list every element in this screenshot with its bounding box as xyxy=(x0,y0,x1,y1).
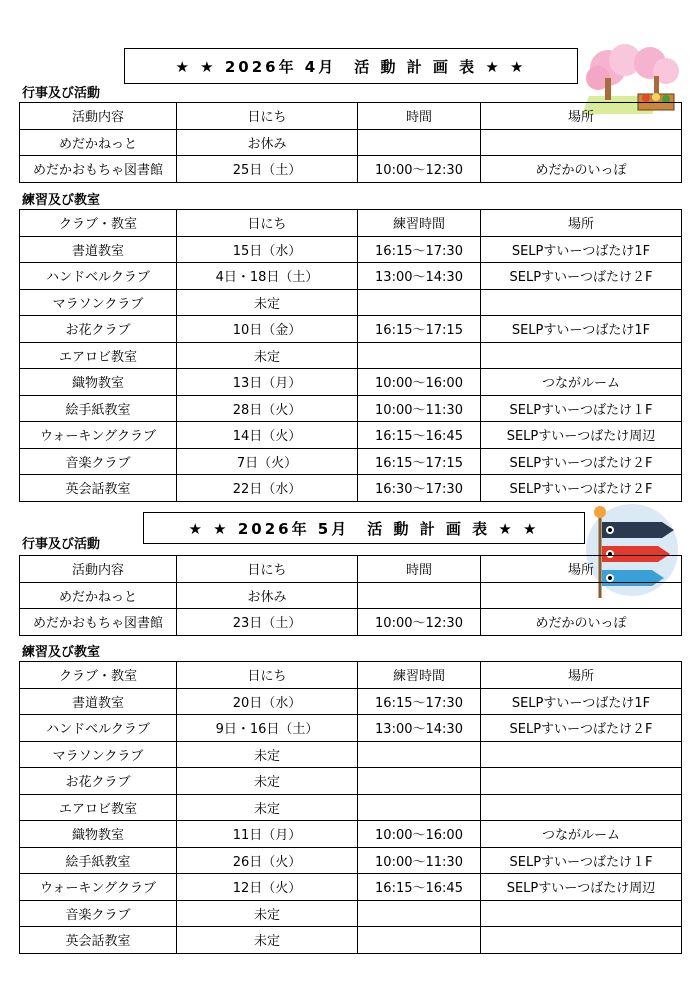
time-cell: 16:15～16:45 xyxy=(358,874,481,901)
time-cell xyxy=(358,582,481,609)
date-cell: 23日（土） xyxy=(177,609,358,636)
place-cell: SELPすいーつばたけ２F xyxy=(481,448,682,475)
may-clubs-label: 練習及び教室 xyxy=(22,645,101,660)
place-cell: SELPすいーつばたけ周辺 xyxy=(481,874,682,901)
name-cell: めだかねっと xyxy=(20,582,177,609)
time-cell: 10:00～16:00 xyxy=(358,821,481,848)
place-cell xyxy=(481,129,682,156)
place-cell: SELPすいーつばたけ２F xyxy=(481,263,682,290)
name-cell: 絵手紙教室 xyxy=(20,395,177,422)
place-cell: 場所 xyxy=(481,556,682,583)
place-cell: つながルーム xyxy=(481,821,682,848)
time-cell: 16:15～17:15 xyxy=(358,316,481,343)
date-cell: 未定 xyxy=(177,342,358,369)
table-row xyxy=(20,475,682,502)
place-cell xyxy=(481,927,682,954)
name-cell: めだかねっと xyxy=(20,129,177,156)
time-cell: 16:15～17:30 xyxy=(358,236,481,263)
date-cell: 15日（水） xyxy=(177,236,358,263)
april-clubs-label: 練習及び教室 xyxy=(22,193,101,208)
date-cell: 日にち xyxy=(177,662,358,689)
date-cell: 25日（土） xyxy=(177,156,358,183)
name-cell: めだかおもちゃ図書館 xyxy=(20,609,177,636)
time-cell: 16:15～16:45 xyxy=(358,422,481,449)
date-cell: 未定 xyxy=(177,289,358,316)
name-cell: めだかおもちゃ図書館 xyxy=(20,156,177,183)
time-cell: 練習時間 xyxy=(358,662,481,689)
table-header-row xyxy=(20,662,682,689)
time-cell xyxy=(358,927,481,954)
date-cell: 日にち xyxy=(177,103,358,130)
name-cell: クラブ・教室 xyxy=(20,210,177,237)
table-row xyxy=(20,448,682,475)
table-row xyxy=(20,129,682,156)
place-cell: SELPすいーつばたけ２F xyxy=(481,715,682,742)
place-cell xyxy=(481,289,682,316)
table-row xyxy=(20,156,682,183)
name-cell: お花クラブ xyxy=(20,316,177,343)
table-row xyxy=(20,741,682,768)
table-header-row xyxy=(20,556,682,583)
place-cell: SELPすいーつばたけ1F xyxy=(481,236,682,263)
name-cell: 活動内容 xyxy=(20,556,177,583)
table-row xyxy=(20,715,682,742)
may-title: ★ ★ 2026年 5月 活 動 計 画 表 ★ ★ xyxy=(143,512,585,544)
name-cell: 絵手紙教室 xyxy=(20,847,177,874)
time-cell: 時間 xyxy=(358,103,481,130)
time-cell: 10:00～11:30 xyxy=(358,847,481,874)
place-cell: SELPすいーつばたけ２F xyxy=(481,475,682,502)
table-row xyxy=(20,688,682,715)
place-cell: めだかのいっぽ xyxy=(481,609,682,636)
place-cell xyxy=(481,741,682,768)
date-cell: お休み xyxy=(177,129,358,156)
name-cell: マラソンクラブ xyxy=(20,741,177,768)
name-cell: ウォーキングクラブ xyxy=(20,874,177,901)
table-row xyxy=(20,821,682,848)
date-cell: 未定 xyxy=(177,927,358,954)
place-cell xyxy=(481,794,682,821)
april-events-label: 行事及び活動 xyxy=(22,86,101,101)
table-row xyxy=(20,768,682,795)
place-cell: 場所 xyxy=(481,210,682,237)
place-cell: SELPすいーつばたけ１F xyxy=(481,847,682,874)
time-cell: 10:00～11:30 xyxy=(358,395,481,422)
place-cell: 場所 xyxy=(481,662,682,689)
place-cell xyxy=(481,582,682,609)
date-cell: 28日（火） xyxy=(177,395,358,422)
april-events-table xyxy=(19,102,682,183)
name-cell: 英会話教室 xyxy=(20,927,177,954)
date-cell: 11日（月） xyxy=(177,821,358,848)
table-row xyxy=(20,342,682,369)
date-cell: 未定 xyxy=(177,900,358,927)
table-row xyxy=(20,316,682,343)
table-header-row xyxy=(20,103,682,130)
time-cell: 時間 xyxy=(358,556,481,583)
place-cell xyxy=(481,768,682,795)
time-cell xyxy=(358,741,481,768)
time-cell: 10:00～12:30 xyxy=(358,156,481,183)
name-cell: 書道教室 xyxy=(20,688,177,715)
name-cell: 英会話教室 xyxy=(20,475,177,502)
name-cell: ハンドベルクラブ xyxy=(20,263,177,290)
table-row xyxy=(20,422,682,449)
date-cell: 日にち xyxy=(177,210,358,237)
name-cell: エアロビ教室 xyxy=(20,794,177,821)
table-row xyxy=(20,874,682,901)
date-cell: お休み xyxy=(177,582,358,609)
place-cell: SELPすいーつばたけ1F xyxy=(481,688,682,715)
date-cell: 7日（火） xyxy=(177,448,358,475)
name-cell: 書道教室 xyxy=(20,236,177,263)
place-cell: 場所 xyxy=(481,103,682,130)
april-title: ★ ★ 2026年 4月 活 動 計 画 表 ★ ★ xyxy=(124,48,578,84)
name-cell: 織物教室 xyxy=(20,821,177,848)
place-cell: つながルーム xyxy=(481,369,682,396)
table-row xyxy=(20,289,682,316)
name-cell: エアロビ教室 xyxy=(20,342,177,369)
may-events-table xyxy=(19,555,682,636)
date-cell: 未定 xyxy=(177,741,358,768)
date-cell: 12日（火） xyxy=(177,874,358,901)
name-cell: 音楽クラブ xyxy=(20,900,177,927)
table-row xyxy=(20,900,682,927)
table-row xyxy=(20,847,682,874)
table-row xyxy=(20,609,682,636)
date-cell: 14日（火） xyxy=(177,422,358,449)
name-cell: ハンドベルクラブ xyxy=(20,715,177,742)
table-row xyxy=(20,263,682,290)
table-row xyxy=(20,582,682,609)
time-cell xyxy=(358,129,481,156)
date-cell: 9日・16日（土） xyxy=(177,715,358,742)
place-cell xyxy=(481,900,682,927)
place-cell: めだかのいっぽ xyxy=(481,156,682,183)
may-clubs-table xyxy=(19,661,682,954)
date-cell: 未定 xyxy=(177,794,358,821)
date-cell: 未定 xyxy=(177,768,358,795)
name-cell: 織物教室 xyxy=(20,369,177,396)
table-row xyxy=(20,369,682,396)
time-cell xyxy=(358,289,481,316)
date-cell: 20日（水） xyxy=(177,688,358,715)
time-cell: 16:30～17:30 xyxy=(358,475,481,502)
date-cell: 13日（月） xyxy=(177,369,358,396)
name-cell: 活動内容 xyxy=(20,103,177,130)
table-row xyxy=(20,236,682,263)
date-cell: 26日（火） xyxy=(177,847,358,874)
may-events-label: 行事及び活動 xyxy=(22,537,101,552)
place-cell: SELPすいーつばたけ1F xyxy=(481,316,682,343)
name-cell: ウォーキングクラブ xyxy=(20,422,177,449)
time-cell: 13:00～14:30 xyxy=(358,263,481,290)
name-cell: マラソンクラブ xyxy=(20,289,177,316)
time-cell: 16:15～17:15 xyxy=(358,448,481,475)
name-cell: クラブ・教室 xyxy=(20,662,177,689)
time-cell: 10:00～12:30 xyxy=(358,609,481,636)
date-cell: 10日（金） xyxy=(177,316,358,343)
table-row xyxy=(20,395,682,422)
date-cell: 4日・18日（土） xyxy=(177,263,358,290)
time-cell xyxy=(358,794,481,821)
time-cell: 13:00～14:30 xyxy=(358,715,481,742)
name-cell: 音楽クラブ xyxy=(20,448,177,475)
place-cell xyxy=(481,342,682,369)
time-cell: 16:15～17:30 xyxy=(358,688,481,715)
time-cell: 10:00～16:00 xyxy=(358,369,481,396)
april-clubs-table xyxy=(19,209,682,502)
date-cell: 22日（水） xyxy=(177,475,358,502)
time-cell: 練習時間 xyxy=(358,210,481,237)
time-cell xyxy=(358,900,481,927)
time-cell xyxy=(358,768,481,795)
table-row xyxy=(20,794,682,821)
place-cell: SELPすいーつばたけ１F xyxy=(481,395,682,422)
place-cell: SELPすいーつばたけ周辺 xyxy=(481,422,682,449)
time-cell xyxy=(358,342,481,369)
date-cell: 日にち xyxy=(177,556,358,583)
table-header-row xyxy=(20,210,682,237)
name-cell: お花クラブ xyxy=(20,768,177,795)
table-row xyxy=(20,927,682,954)
